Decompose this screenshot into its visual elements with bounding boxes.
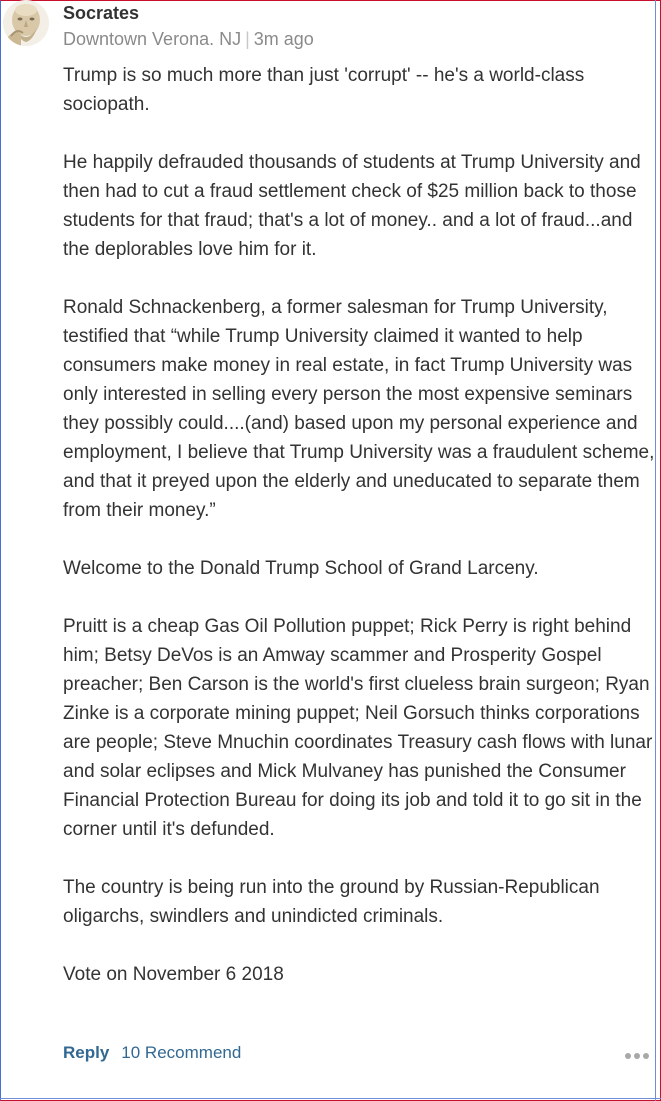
frame-right-border bbox=[655, 0, 656, 1101]
recommend-button[interactable]: 10 Recommend bbox=[121, 1043, 242, 1062]
comment-actions bbox=[63, 1043, 241, 1063]
comment-paragraph: Welcome to the Donald Trump School of Grand Larceny. bbox=[63, 558, 539, 579]
comment-body bbox=[63, 61, 655, 1018]
ellipsis-dot bbox=[625, 1053, 631, 1059]
avatar[interactable] bbox=[3, 0, 49, 46]
reply-button[interactable]: Reply bbox=[63, 1043, 110, 1062]
comment-paragraph: He happily defrauded thousands of students at Trump University and then had to cut a fraud settlement check of $25 million back to those students for that fraud; that's a lot of money.. and a lot of fraud...and the deplorables love him for it. bbox=[63, 152, 641, 260]
ellipsis-dot bbox=[643, 1053, 649, 1059]
avatar-bust-icon bbox=[3, 0, 49, 46]
comment-paragraph: Vote on November 6 2018 bbox=[63, 964, 284, 985]
comment-timestamp[interactable]: 3m ago bbox=[253, 29, 314, 49]
comment-paragraph: Trump is so much more than just 'corrupt' -- he's a world-class sociopath. bbox=[63, 65, 585, 115]
meta-separator: | bbox=[245, 29, 250, 49]
frame-bottom-border bbox=[0, 1098, 661, 1099]
ellipsis-icon[interactable] bbox=[625, 1053, 649, 1059]
comment-paragraph: Pruitt is a cheap Gas Oil Pollution puppet; Rick Perry is right behind him; Betsy DeVos is an Amway scammer and Prosperity Gospel preacher; Ben Carson is the world's first clueless brain surgeon; Ryan Zinke is a corporate mining puppet; Neil Gorsuch thinks corporations are people; Steve Mnuchin coordinates Treasury cash flows with lunar and solar eclipses and Mick Mulvaney has punished the Consumer Financial Protection Bureau for doing its job and told it to go sit in the corner until it's defunded. bbox=[63, 616, 653, 840]
ellipsis-dot bbox=[634, 1053, 640, 1059]
author-name[interactable]: Socrates bbox=[63, 3, 140, 23]
comment-paragraph: The country is being run into the ground by Russian-Republican oligarchs, swindlers and unindicted criminals. bbox=[63, 877, 600, 927]
comment-meta bbox=[63, 29, 314, 50]
comment-paragraph: Ronald Schnackenberg, a former salesman for Trump University, testified that “while Trump University claimed it wanted to help consumers make money in real estate, in fact Trump University was only interested in selling every person the most expensive seminars they possibly could....(and) based upon my personal experience and employment, I believe that Trump University was a fraudulent scheme, and that it preyed upon the elderly and uneducated to separate them from their money.” bbox=[63, 297, 655, 521]
author-location: Downtown Verona. NJ bbox=[63, 29, 242, 49]
